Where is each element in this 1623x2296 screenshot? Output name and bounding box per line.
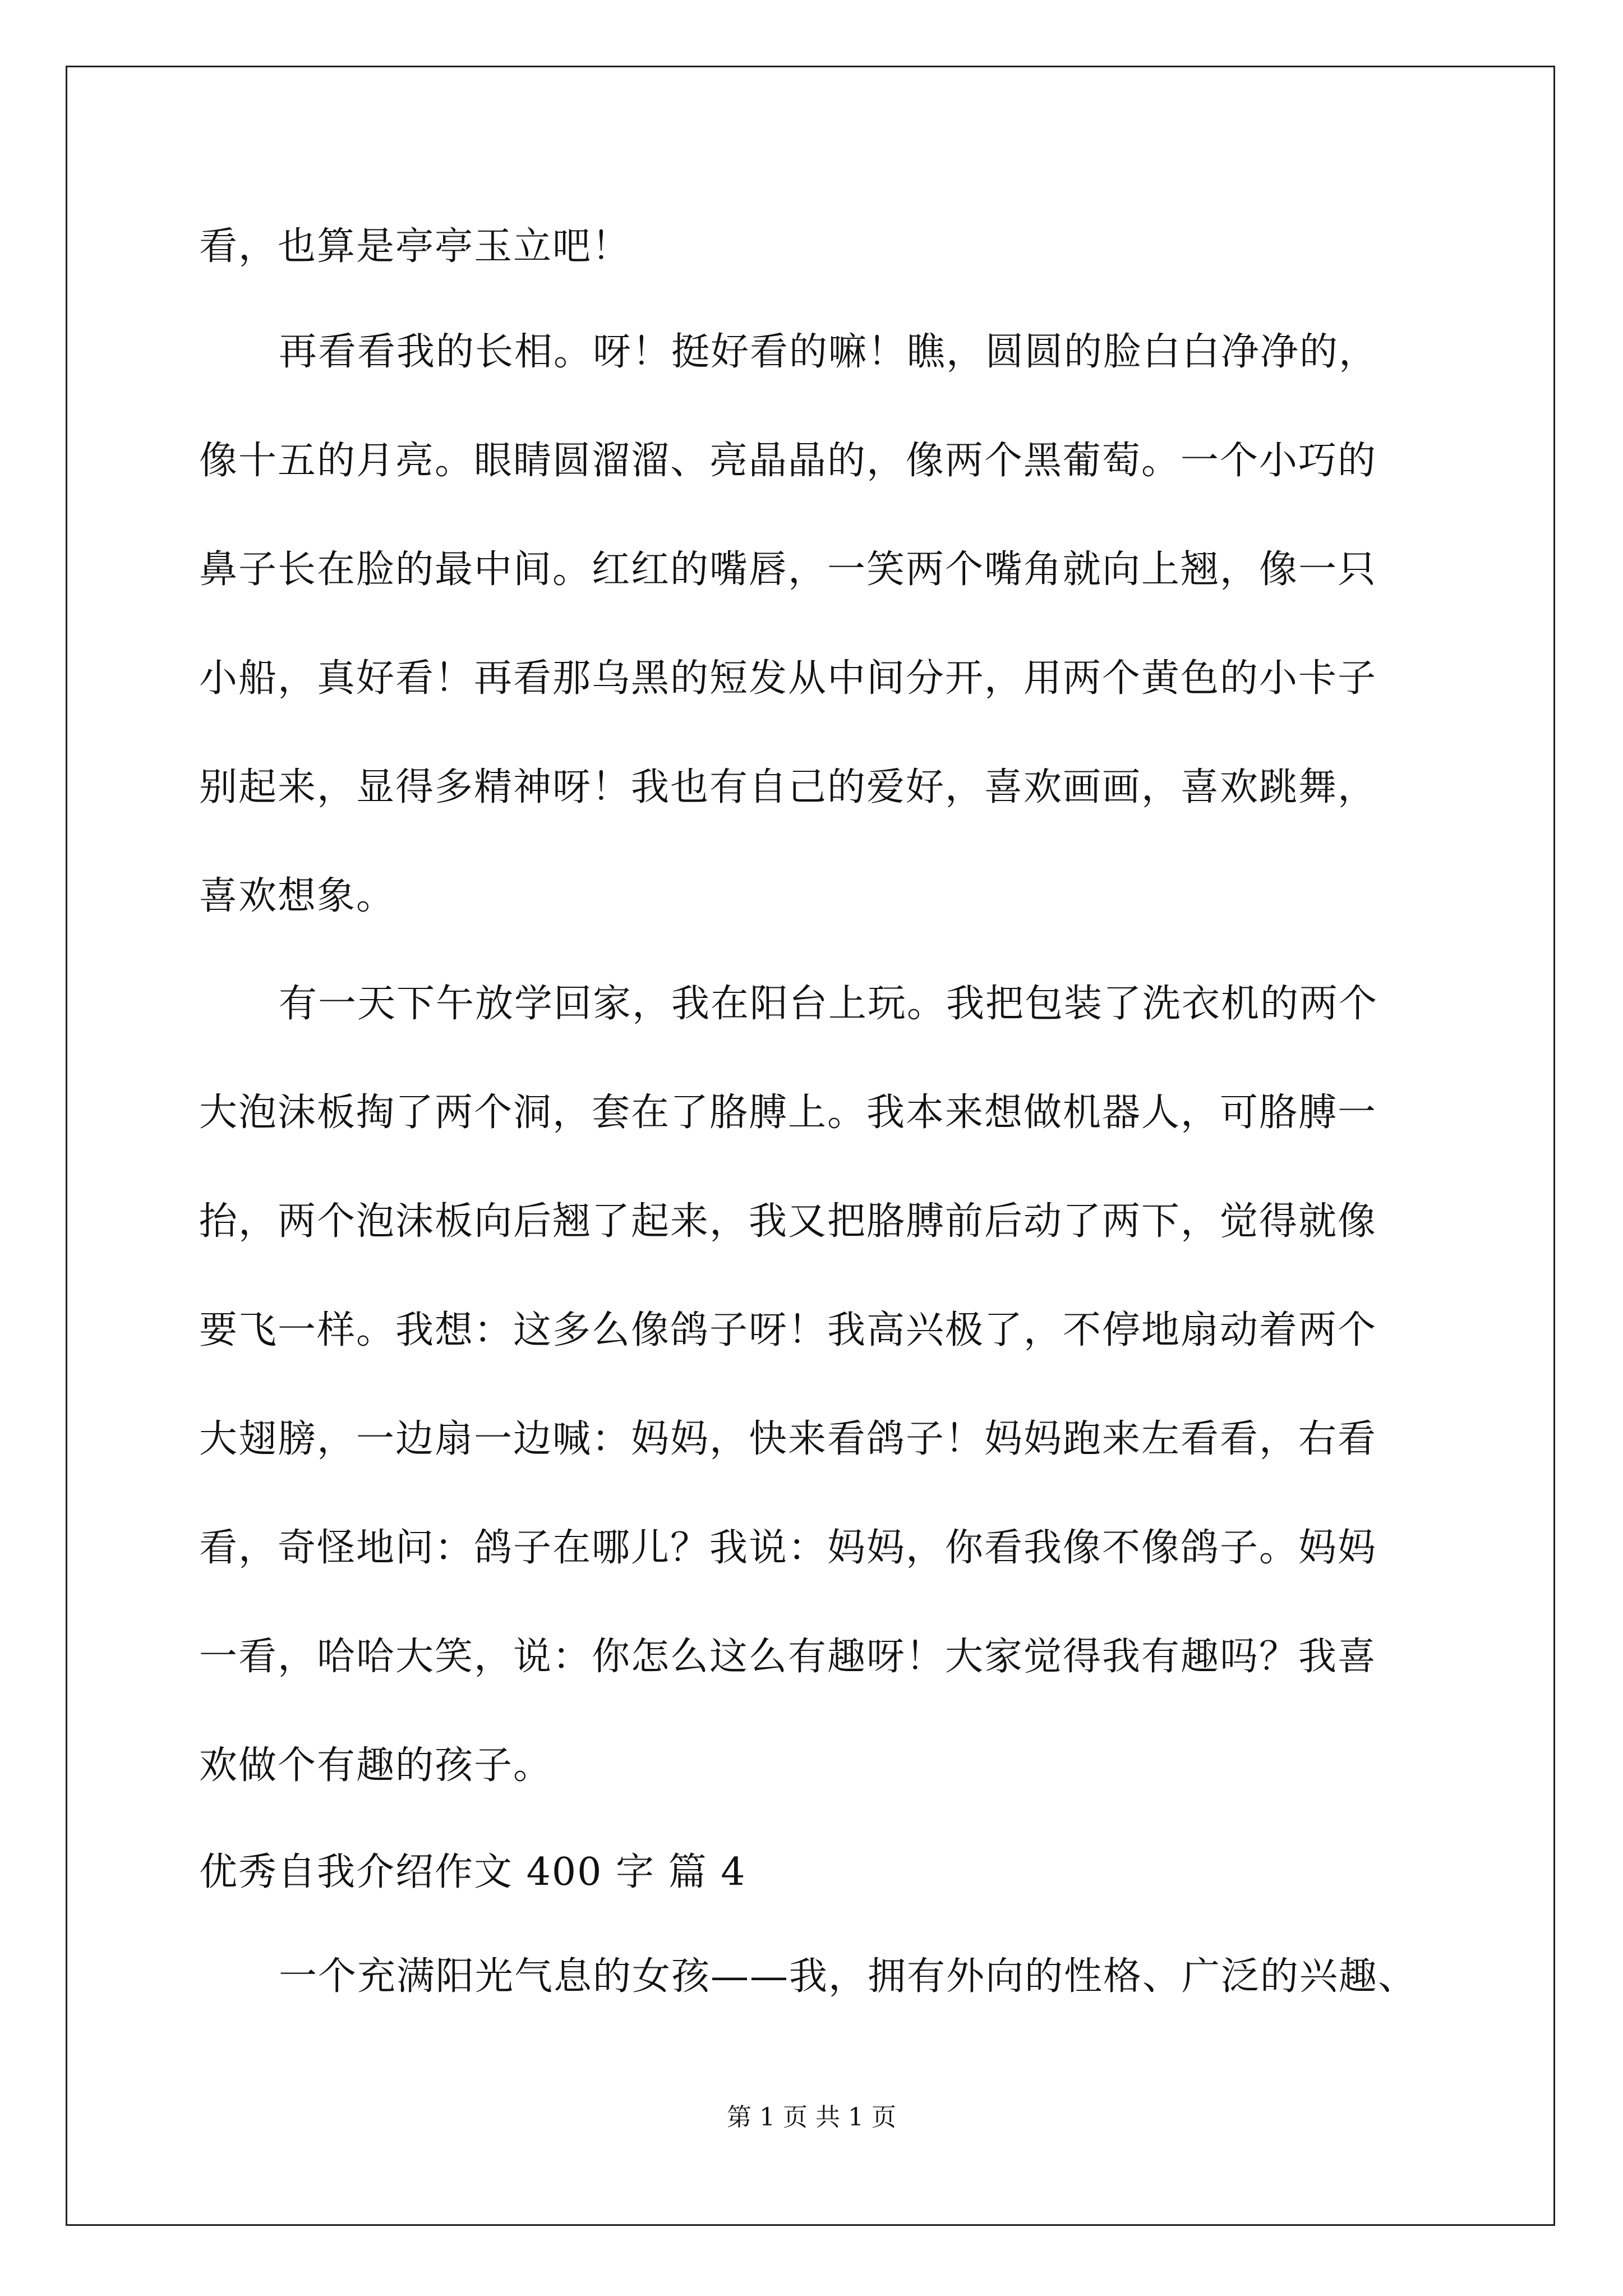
text-line: 看，奇怪地问：鸽子在哪儿？我说：妈妈，你看我像不像鸽子。妈妈: [199, 1526, 1377, 1570]
text-line: 一看，哈哈大笑，说：你怎么这么有趣呀！大家觉得我有趣吗？我喜: [199, 1635, 1377, 1679]
section-heading: 优秀自我介绍作文 400 字 篇 4: [199, 1850, 746, 1894]
text-line: 像十五的月亮。眼睛圆溜溜、亮晶晶的，像两个黑葡萄。一个小巧的: [199, 439, 1377, 483]
paragraph-start-line: 有一天下午放学回家，我在阳台上玩。我把包装了洗衣机的两个: [279, 982, 1378, 1026]
text-line: 欢做个有趣的孩子。: [199, 1743, 553, 1788]
text-line: 小船，真好看！再看那乌黑的短发从中间分开，用两个黄色的小卡子: [199, 656, 1377, 701]
paragraph-start-line: 一个充满阳光气息的女孩——我，拥有外向的性格、广泛的兴趣、: [279, 1954, 1418, 1999]
text-line: 大泡沫板掏了两个洞，套在了胳膊上。我本来想做机器人，可胳膊一: [199, 1091, 1377, 1135]
text-line: 鼻子长在脸的最中间。红红的嘴唇，一笑两个嘴角就向上翘，像一只: [199, 547, 1377, 592]
page-number-footer: 第 1 页 共 1 页: [727, 2103, 896, 2132]
paragraph-start-line: 再看看我的长相。呀！挺好看的嘛！瞧，圆圆的脸白白净净的，: [279, 330, 1378, 374]
text-line: 抬，两个泡沫板向后翘了起来，我又把胳膊前后动了两下，觉得就像: [199, 1199, 1377, 1244]
text-line: 大翅膀，一边扇一边喊：妈妈，快来看鸽子！妈妈跑来左看看，右看: [199, 1417, 1377, 1461]
text-line: 要飞一样。我想：这多么像鸽子呀！我高兴极了，不停地扇动着两个: [199, 1308, 1377, 1352]
text-line: 别起来，显得多精神呀！我也有自己的爱好，喜欢画画，喜欢跳舞，: [199, 765, 1377, 809]
text-line: 看，也算是亭亭玉立吧！: [199, 224, 631, 269]
text-line: 喜欢想象。: [199, 874, 396, 918]
